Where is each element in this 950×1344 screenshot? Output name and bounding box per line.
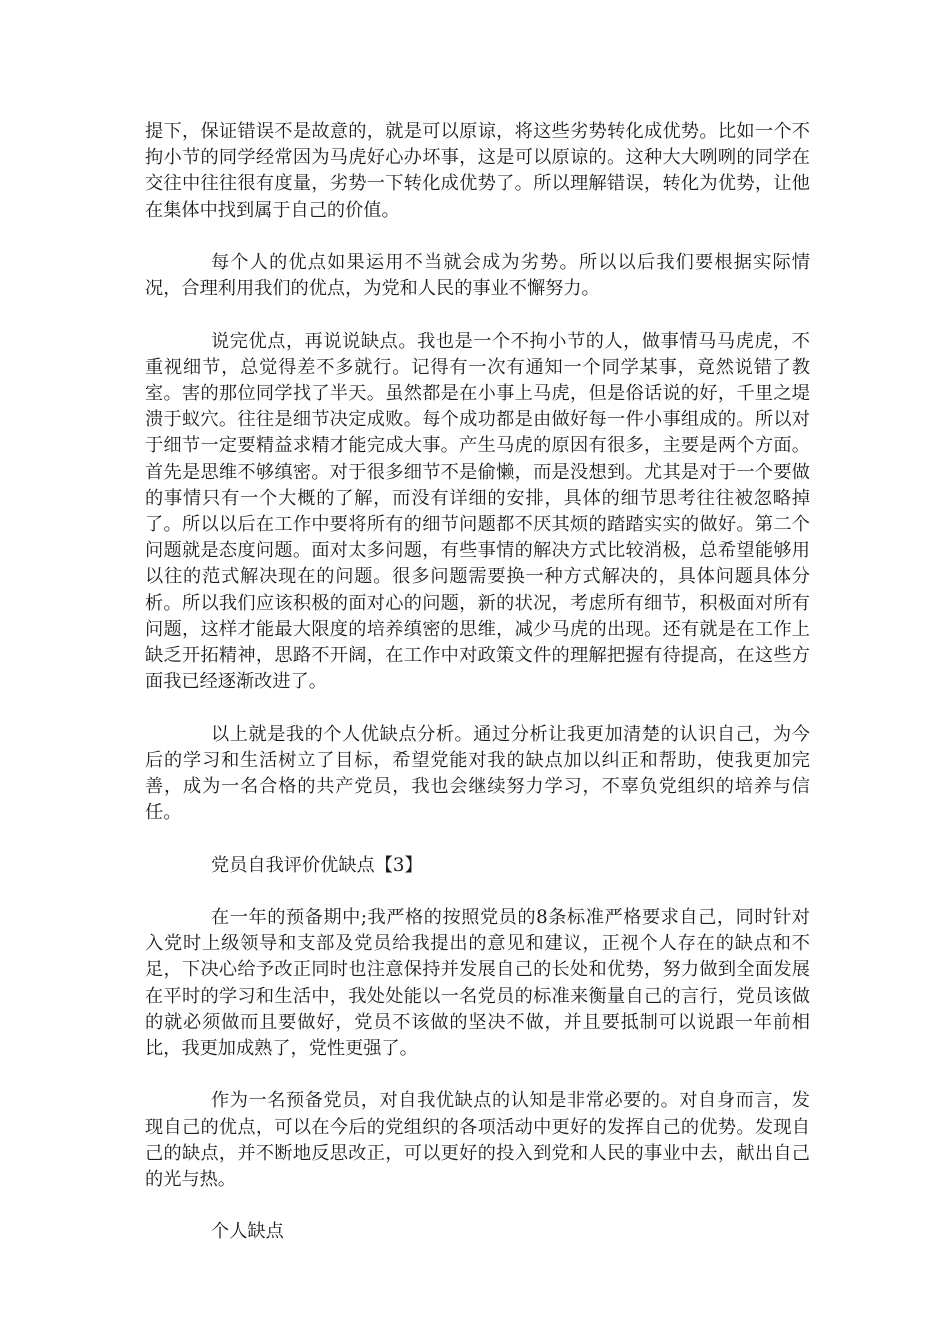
paragraph-continuation: 提下，保证错误不是故意的，就是可以原谅，将这些劣势转化成优势。比如一个不拘小节的同学经常因为马虎好心办坏事，这是可以原谅的。这种大大咧咧的同学在交往中往往很有度量，劣势一下转化成优势了。所以理解错误，转化为优势，让他在集体中找到属于自己的价值。 [145, 121, 810, 221]
paragraph-probation-year: 在一年的预备期中;我严格的按照党员的8条标准严格要求自己，同时针对入党时上级领导和支部及党员给我提出的意见和建议，正视个人存在的缺点和不足，下决心给予改正同时也注意保持并发展自己的长处和优势，努力做到全面发展在平时的学习和生活中，我处处能以一名党员的标准来衡量自己的言行，党员该做的就必须做而且要做好，党员不该做的坚决不做，并且要抵制可以说跟一年前相比，我更加成熟了，党性更强了。 [145, 907, 810, 1060]
paragraph-self-awareness: 作为一名预备党员，对自我优缺点的认知是非常必要的。对自身而言，发现自己的优点，可以在今后的党组织的各项活动中更好的发挥自己的优势。发现自己的缺点，并不断地反思改正，可以更好的投入到党和人民的事业中去，献出自己的光与热。 [145, 1090, 810, 1191]
subsection-heading: 个人缺点 [211, 1221, 284, 1243]
paragraph-weaknesses: 说完优点，再说说缺点。我也是一个不拘小节的人，做事情马马虎虎，不重视细节，总觉得差不多就行。记得有一次有通知一个同学某事，竟然说错了教室。害的那位同学找了半天。虽然都是在小事上马虎，但是俗话说的好，千里之堤溃于蚁穴。往往是细节决定成败。每个成功都是由做好每一件小事组成的。所以对于细节一定要精益求精才能完成大事。产生马虎的原因有很多，主要是两个方面。首先是思维不够缜密。对于很多细节不是偷懒，而是没想到。尤其是对于一个要做的事情只有一个大概的了解，而没有详细的安排，具体的细节思考往往被忽略掉了。所以以后在工作中要将所有的细节问题都不厌其烦的踏踏实实的做好。第二个问题就是态度问题。面对太多问题，有些事情的解决方式比较消极，总希望能够用以往的范式解决现在的问题。很多问题需要换一种方式解决的，具体问题具体分析。所以我们应该积极的面对心的问题，新的状况，考虑所有细节，积极面对所有问题，这样才能最大限度的培养缜密的思维，减少马虎的出现。还有就是在工作上缺乏开拓精神，思路不开阔，在工作中对政策文件的理解把握有待提高，在这些方面我已经逐渐改进了。 [145, 330, 810, 693]
paragraph-strengths-misuse: 每个人的优点如果运用不当就会成为劣势。所以以后我们要根据实际情况，合理利用我们的优点，为党和人民的事业不懈努力。 [145, 252, 810, 300]
document-body [145, 119, 810, 1246]
paragraph-summary: 以上就是我的个人优缺点分析。通过分析让我更加清楚的认识自己，为今后的学习和生活树立了目标，希望党能对我的缺点加以纠正和帮助，使我更加完善，成为一名合格的共产党员，我也会继续努力学习，不辜负党组织的培养与信任。 [145, 723, 810, 824]
section-heading: 党员自我评价优缺点【3】 [211, 854, 423, 876]
